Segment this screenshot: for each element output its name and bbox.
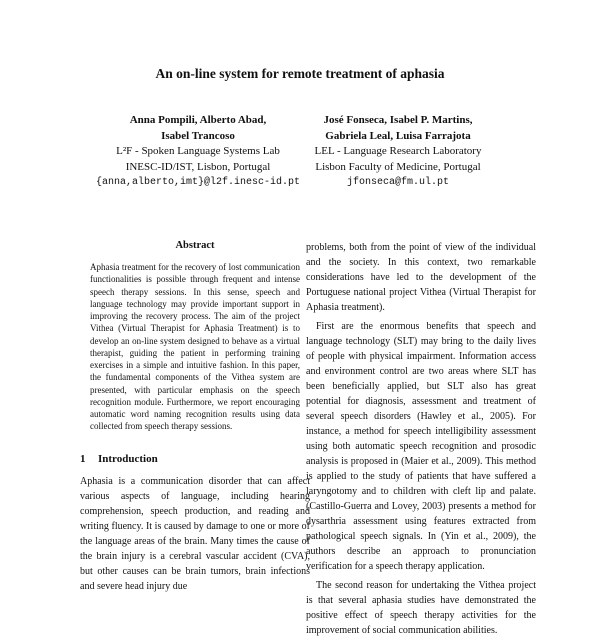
right-paragraph-2: First are the enormous benefits that speech and language technology (SLT) may bring to the daily lives of people with physical impairment. Information access and environment control are two areas where SLT has been beneficially applied, but SLT also has great potential for diagnosis, assessment and treatment of several speech disorders (Hawley et al., 2005). For instance, a method for speech intelligibility assessment using both automatic speech recognition and prosodic analysis is proposed in (Maier et al., 2009). This method is applied to the study of patients that have suffered a laryngotomy and to children with cleft lip and palate. (Castillo-Guerra and Lovey, 2003) presents a method for dysarthria assessment using features extracted from pathological speech signals. In (Yin et al., 2009), the authors describe an approach to pronunciation verification for a speech therapy application. (306, 321, 536, 572)
right-column (306, 240, 536, 638)
left-column (80, 240, 310, 594)
email-right: jfonseca@fm.ul.pt (346, 177, 450, 188)
right-paragraph-3: The second reason for undertaking the Vithea project is that several aphasia studies have demonstrated the positive effect of speech therapy activities for the improvement of social communication abilities. (306, 580, 536, 636)
author-names-right-line1: José Fonseca, Isabel P. Martins, (323, 114, 473, 126)
abstract-text: Aphasia treatment for the recovery of lost communication functionalities is possible through frequent and intense speech therapy sessions. In this sense, speech and language technology may provide important support in improving the recovery process. The aim of the project Vithea (Virtual Therapist for Aphasia Treatment) is to develop an on-line system designed to behave as a virtual therapist, guiding the patient in performing training exercises in a simple and intuitive fashion. In this paper, the fundamental components of the Vithea system are presented, with particular emphasis on the speech recognition module. Furthermore, we report encouraging automatic word naming recognition results using data collected from speech therapy sessions. (90, 262, 300, 432)
affiliation-right-line2: Lisbon Faculty of Medicine, Portugal (315, 160, 481, 173)
affiliation-left-line2: INESC-ID/IST, Lisbon, Portugal (125, 160, 271, 173)
author-names-right-line2: Gabriela Leal, Luisa Farrajota (325, 129, 471, 142)
section-heading-introduction (80, 453, 310, 465)
affiliation-left-line1: L²F - Spoken Language Systems Lab (116, 145, 280, 157)
email-left: {anna,alberto,imt}@l2f.inesc-id.pt (95, 177, 301, 188)
author-names-left-line2: Isabel Trancoso (161, 129, 235, 142)
author-block-right (278, 113, 518, 191)
right-paragraph-1: problems, both from the point of view of the individual and the society. In this context, two remarkable considerations have led to the development of the Portuguese national project Vithea (Virtual Therapist for Aphasia treatment). (306, 242, 536, 313)
author-names-left-line1: Anna Pompili, Alberto Abad, (129, 114, 267, 126)
affiliation-right-line1: LEL - Language Research Laboratory (314, 145, 482, 157)
intro-paragraph-1: Aphasia is a communication disorder that can affect various aspects of language, including hearing comprehension, speech production, and reading and writing fluency. It is caused by damage to one or more of the language areas of the brain. Many times the cause of the brain injury is a cerebral vascular accident (CVA), but other causes can be brain tumors, brain infections and severe head injury due (80, 475, 310, 592)
section-number: 1 (80, 452, 86, 465)
abstract-heading: Abstract (175, 240, 215, 251)
section-title: Introduction (98, 452, 158, 465)
paper-title: An on-line system for remote treatment of aphasia (155, 66, 445, 81)
